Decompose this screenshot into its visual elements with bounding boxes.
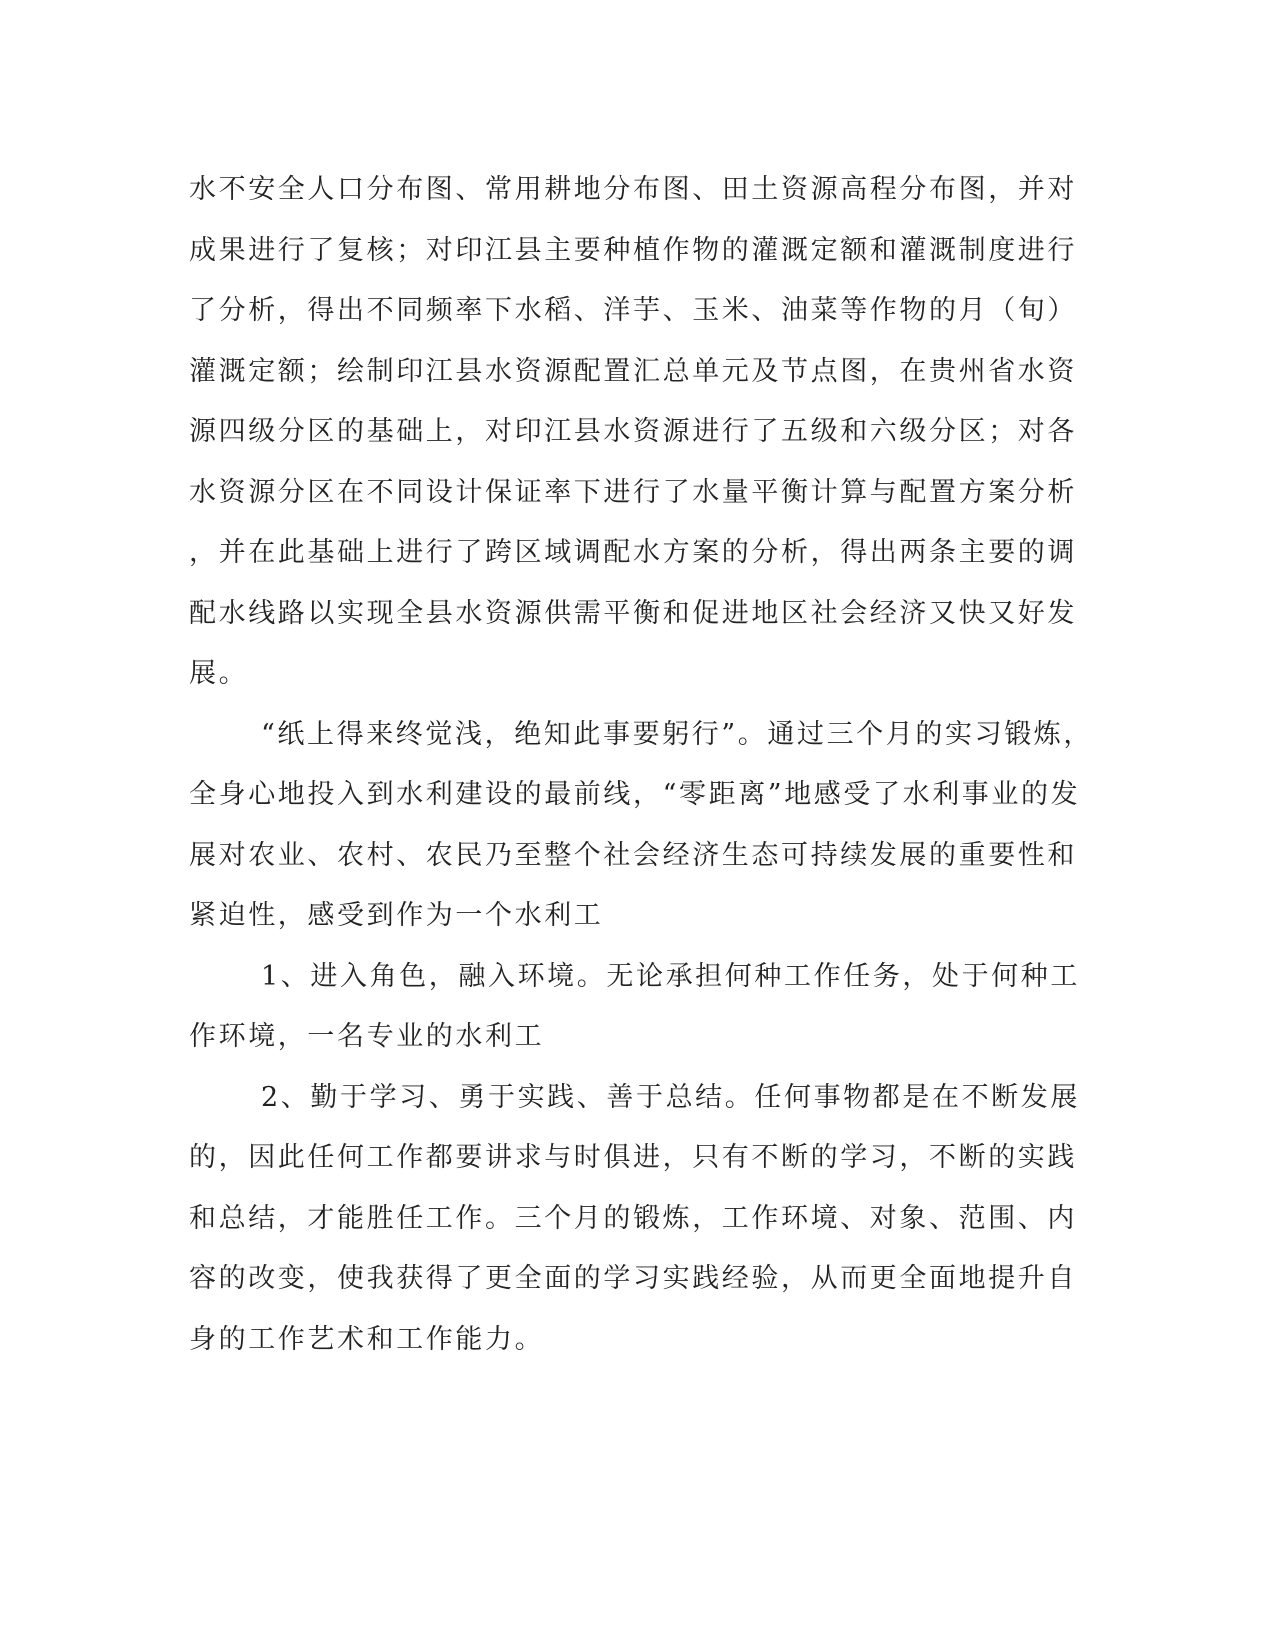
- text-line: 作环境，一名专业的水利工: [189, 1021, 545, 1052]
- text-line: 成果进行了复核；对印江县主要种植作物的灌溉定额和灌溉制度进行: [189, 234, 1077, 266]
- paragraph-2: [189, 705, 1094, 947]
- text-line: 水不安全人口分布图、常用耕地分布图、田土资源高程分布图，并对: [189, 174, 1077, 205]
- paragraph-1: [189, 160, 1077, 705]
- text-line: 和总结，才能胜任工作。三个月的锻炼，工作环境、对象、范围、内: [189, 1202, 1077, 1234]
- text-line: 1、进入角色，融入环境。无论承担何种工作任务，处于何种工: [261, 960, 1080, 992]
- text-line: 灌溉定额；绘制印江县水资源配置汇总单元及节点图，在贵州省水资: [189, 355, 1077, 387]
- text-line: 配水线路以实现全县水资源供需平衡和促进地区社会经济又快又好发: [189, 597, 1077, 629]
- text-line: 2、勤于学习、勇于实践、善于总结。任何事物都是在不断发展: [261, 1081, 1080, 1113]
- text-line: 源四级分区的基础上，对印江县水资源进行了五级和六级分区；对各: [189, 416, 1077, 447]
- text-line: 了分析，得出不同频率下水稻、洋芋、玉米、油菜等作物的月（旬）: [189, 295, 1077, 326]
- paragraph-3: [189, 947, 1080, 1068]
- text-line: 展对农业、农村、农民乃至整个社会经济生态可持续发展的重要性和: [189, 839, 1077, 871]
- text-line: 的，因此任何工作都要讲求与时俱进，只有不断的学习，不断的实践: [189, 1142, 1077, 1173]
- text-line: 水资源分区在不同设计保证率下进行了水量平衡计算与配置方案分析: [189, 476, 1077, 508]
- text-line: “纸上得来终觉浅，绝知此事要躬行”。通过三个月的实习锻炼，: [261, 718, 1094, 750]
- text-line: 全身心地投入到水利建设的最前线，“零距离”地感受了水利事业的发: [189, 779, 1081, 810]
- text-line: ，并在此基础上进行了跨区域调配水方案的分析，得出两条主要的调: [189, 537, 1077, 568]
- text-line: 容的改变，使我获得了更全面的学习实践经验，从而更全面地提升自: [189, 1263, 1077, 1294]
- document-body: [189, 160, 1094, 1370]
- paragraph-4: [189, 1068, 1080, 1371]
- text-line: 展。: [189, 658, 249, 689]
- text-line: 身的工作艺术和工作能力。: [189, 1323, 545, 1355]
- text-line: 紧迫性，感受到作为一个水利工: [189, 900, 604, 931]
